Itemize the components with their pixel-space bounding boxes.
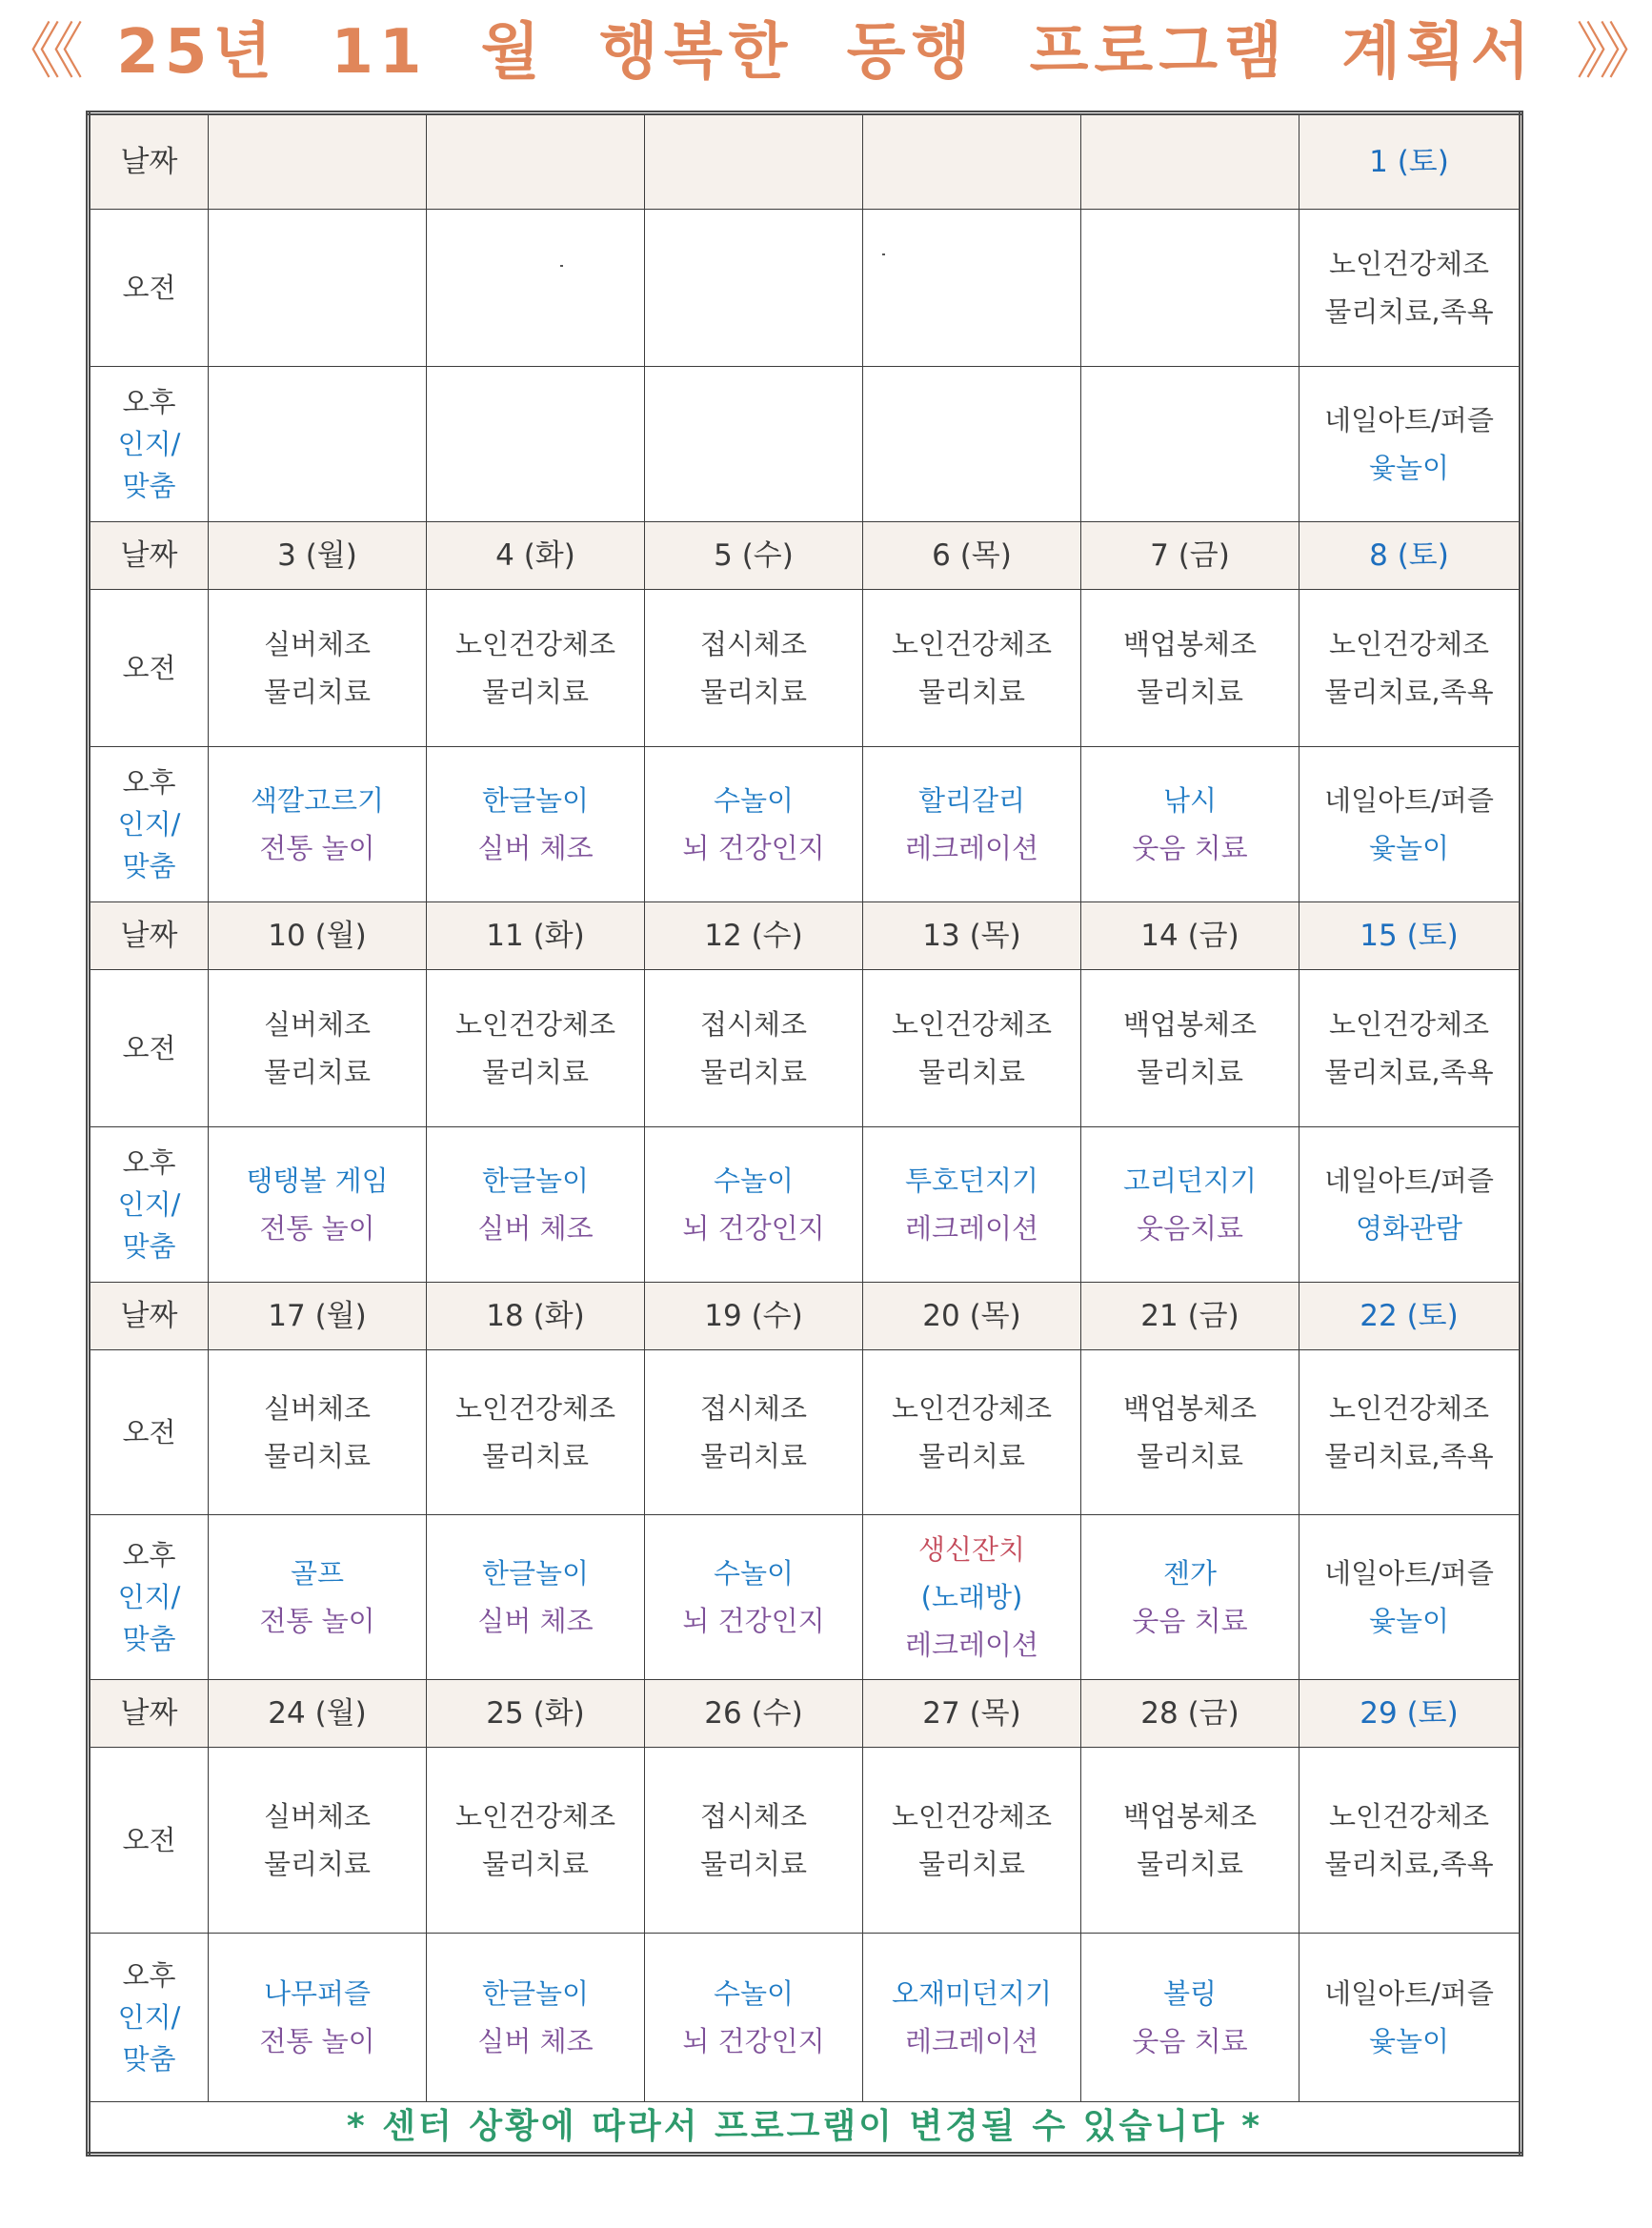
activity-line: 레크레이션 [904,2025,1039,2057]
title-right-bracket: 》》 [1575,17,1652,88]
afternoon-cell-mon [209,1934,427,2102]
morning-cell-thu [863,970,1081,1127]
afternoon-cell-mon [209,367,427,522]
date-cell-fri: 14 (금) [1081,902,1299,970]
activity-line: 색깔고르기 [250,784,385,817]
activity-line: 백업봉체조 [1122,628,1258,660]
afternoon-label [89,1515,209,1680]
afternoon-label-main: 오후 [122,1539,176,1571]
date-cell-sat: 8 (토) [1299,522,1521,590]
activity-line: 실버체조 [263,1392,372,1425]
date-cell-thu: 27 (목) [863,1680,1081,1748]
activity-line: 백업봉체조 [1122,1008,1258,1041]
activity-line: 물리치료,족욕 [1324,1848,1494,1880]
scan-speck [882,253,885,255]
morning-cell-mon [209,210,427,367]
activity-line: 물리치료 [699,676,808,708]
date-cell-thu: 20 (목) [863,1283,1081,1350]
activity-line: 뇌 건강인지 [682,1212,825,1245]
date-row [89,1680,1521,1748]
afternoon-cell-tue [427,367,645,522]
activity-line: 윷놀이 [1368,832,1450,864]
title-word-together: 동행 [846,17,977,88]
activity-line: 물리치료 [917,676,1026,708]
activity-line: 노인건강체조 [1328,1008,1490,1041]
activity-line: 실버체조 [263,1008,372,1041]
program-schedule-table [86,111,1523,2157]
afternoon-label-cognitive: 인지/ [117,808,181,841]
activity-line: 뇌 건강인지 [682,2025,825,2057]
date-row-label: 날짜 [89,113,209,210]
activity-line: 레크레이션 [904,1212,1039,1245]
title-word-plan: 계획서 [1341,17,1536,88]
afternoon-cell-fri [1081,1127,1299,1283]
activity-line: 물리치료 [1136,1440,1244,1472]
date-cell-mon: 17 (월) [209,1283,427,1350]
title-word-happy: 행복한 [598,17,794,88]
date-row [89,113,1521,210]
date-cell-mon: 10 (월) [209,902,427,970]
morning-cell-wed [645,210,863,367]
page-title [0,10,1652,95]
activity-line: 물리치료,족욕 [1324,1440,1494,1472]
activity-line: 물리치료 [481,1848,590,1880]
afternoon-cell-sat [1299,1127,1521,1283]
activity-line: 노인건강체조 [891,628,1053,660]
activity-line: 물리치료,족욕 [1324,295,1494,328]
afternoon-row [89,1515,1521,1680]
activity-line: 전통 놀이 [259,832,375,864]
date-cell-wed: 5 (수) [645,522,863,590]
activity-line: 한글놀이 [481,1165,590,1197]
activity-line: 한글놀이 [481,1977,590,2010]
activity-line: 볼링 [1162,1977,1218,2010]
morning-cell-fri [1081,590,1299,747]
morning-cell-fri [1081,210,1299,367]
activity-line: 물리치료 [699,1848,808,1880]
morning-cell-thu [863,1350,1081,1515]
activity-line: 한글놀이 [481,1557,590,1590]
date-row-label: 날짜 [89,522,209,590]
afternoon-label [89,367,209,522]
activity-line: 노인건강체조 [454,1392,616,1425]
activity-line: 웃음 치료 [1132,1605,1248,1637]
afternoon-cell-mon [209,1515,427,1680]
activity-line: 윷놀이 [1368,1605,1450,1637]
date-cell-fri: 28 (금) [1081,1680,1299,1748]
date-cell-sat: 15 (토) [1299,902,1521,970]
date-cell-tue: 25 (화) [427,1680,645,1748]
activity-line: 접시체조 [699,628,808,660]
afternoon-cell-tue [427,1127,645,1283]
afternoon-cell-thu [863,747,1081,902]
activity-line: 물리치료 [481,1440,590,1472]
morning-row [89,970,1521,1127]
morning-cell-thu [863,210,1081,367]
activity-line: 수놀이 [713,784,795,817]
activity-line: 네일아트/퍼즐 [1324,404,1494,436]
activity-line: 오재미던지기 [891,1977,1053,2010]
date-cell-sat: 22 (토) [1299,1283,1521,1350]
activity-line: 물리치료 [481,1056,590,1088]
activity-line: 노인건강체조 [454,1800,616,1833]
activity-line: 투호던지기 [904,1165,1039,1197]
afternoon-cell-wed [645,1934,863,2102]
morning-cell-sat [1299,970,1521,1127]
schedule-body [89,113,1521,2102]
morning-cell-tue [427,1350,645,1515]
date-cell-wed [645,113,863,210]
activity-line: 윷놀이 [1368,452,1450,484]
activity-line: 전통 놀이 [259,1605,375,1637]
date-row-label: 날짜 [89,902,209,970]
activity-line: 실버체조 [263,628,372,660]
morning-cell-fri [1081,1748,1299,1934]
date-cell-wed: 19 (수) [645,1283,863,1350]
activity-line: 접시체조 [699,1800,808,1833]
afternoon-cell-sat [1299,1934,1521,2102]
activity-line: 물리치료 [917,1056,1026,1088]
date-cell-wed: 12 (수) [645,902,863,970]
date-cell-tue [427,113,645,210]
activity-line: 물리치료 [1136,1056,1244,1088]
afternoon-cell-thu [863,1127,1081,1283]
activity-line: 물리치료,족욕 [1324,676,1494,708]
afternoon-row [89,1127,1521,1283]
activity-line: 한글놀이 [481,784,590,817]
morning-row [89,590,1521,747]
activity-line: 물리치료 [699,1440,808,1472]
activity-line: 노인건강체조 [1328,1392,1490,1425]
scan-speck [560,265,563,267]
activity-line: 실버체조 [263,1800,372,1833]
title-left-bracket: 《《 [0,17,76,88]
afternoon-label [89,747,209,902]
activity-line: 낚시 [1162,784,1218,817]
date-cell-mon: 3 (월) [209,522,427,590]
activity-line: 영화관람 [1355,1212,1463,1245]
date-row [89,1283,1521,1350]
afternoon-row [89,367,1521,522]
activity-line: 노인건강체조 [454,1008,616,1041]
activity-line: 물리치료,족욕 [1324,1056,1494,1088]
activity-line: 골프 [290,1557,345,1590]
morning-cell-mon [209,970,427,1127]
date-cell-sat: 29 (토) [1299,1680,1521,1748]
afternoon-cell-mon [209,747,427,902]
activity-line: 노인건강체조 [891,1392,1053,1425]
activity-line: 웃음치료 [1136,1212,1244,1245]
activity-line: 노인건강체조 [1328,1800,1490,1833]
afternoon-cell-wed [645,367,863,522]
activity-line: 실버 체조 [477,2025,594,2057]
morning-cell-tue [427,590,645,747]
afternoon-label-custom: 맞춤 [122,850,176,882]
activity-line: 물리치료 [917,1440,1026,1472]
afternoon-cell-wed [645,747,863,902]
activity-line: 물리치료 [1136,1848,1244,1880]
activity-line: 할리갈리 [917,784,1026,817]
morning-label: 오전 [89,970,209,1127]
afternoon-label [89,1934,209,2102]
morning-cell-wed [645,1748,863,1934]
morning-cell-mon [209,1350,427,1515]
date-cell-tue: 11 (화) [427,902,645,970]
date-cell-thu: 13 (목) [863,902,1081,970]
date-cell-tue: 4 (화) [427,522,645,590]
title-month-number: 11 [331,17,428,88]
morning-cell-mon [209,590,427,747]
afternoon-cell-tue [427,1934,645,2102]
morning-row [89,1350,1521,1515]
afternoon-cell-tue [427,1515,645,1680]
morning-cell-fri [1081,1350,1299,1515]
morning-cell-sat [1299,210,1521,367]
afternoon-cell-fri [1081,367,1299,522]
activity-line: 노인건강체조 [1328,248,1490,280]
afternoon-cell-thu [863,1515,1081,1680]
morning-cell-mon [209,1748,427,1934]
activity-line: 물리치료 [263,1056,372,1088]
activity-line: 나무퍼즐 [263,1977,372,2010]
activity-line: 레크레이션 [904,1629,1039,1661]
footer-row [89,2102,1521,2155]
date-cell-tue: 18 (화) [427,1283,645,1350]
activity-line: 백업봉체조 [1122,1392,1258,1425]
afternoon-cell-sat [1299,747,1521,902]
morning-label: 오전 [89,210,209,367]
activity-line: 물리치료 [263,1848,372,1880]
morning-cell-wed [645,1350,863,1515]
date-cell-mon [209,113,427,210]
activity-line: 실버 체조 [477,1605,594,1637]
activity-line: (노래방) [920,1581,1023,1613]
afternoon-cell-thu [863,1934,1081,2102]
date-cell-fri: 21 (금) [1081,1283,1299,1350]
activity-line: 물리치료 [917,1848,1026,1880]
title-month-label: 월 [480,17,546,88]
activity-line: 노인건강체조 [891,1800,1053,1833]
afternoon-cell-sat [1299,367,1521,522]
afternoon-cell-fri [1081,1934,1299,2102]
morning-row [89,1748,1521,1934]
activity-line: 전통 놀이 [259,1212,375,1245]
afternoon-label-main: 오후 [122,1146,176,1179]
activity-line: 젠가 [1162,1557,1218,1590]
date-cell-thu: 6 (목) [863,522,1081,590]
activity-line: 윷놀이 [1368,2025,1450,2057]
morning-label: 오전 [89,590,209,747]
afternoon-cell-wed [645,1127,863,1283]
footer-notice: * 센터 상황에 따라서 프로그램이 변경될 수 있습니다 * [89,2102,1521,2155]
title-year: 25년 [116,17,278,88]
activity-line: 노인건강체조 [891,1008,1053,1041]
date-row [89,522,1521,590]
activity-line: 뇌 건강인지 [682,1605,825,1637]
afternoon-label-main: 오후 [122,386,176,418]
activity-line: 접시체조 [699,1008,808,1041]
morning-cell-thu [863,590,1081,747]
activity-line: 탱탱볼 게임 [246,1165,389,1197]
afternoon-label-cognitive: 인지/ [117,1188,181,1221]
activity-line: 실버 체조 [477,832,594,864]
afternoon-cell-tue [427,747,645,902]
morning-cell-wed [645,970,863,1127]
activity-line: 물리치료 [263,676,372,708]
date-row-label: 날짜 [89,1283,209,1350]
activity-line: 물리치료 [699,1056,808,1088]
afternoon-label-cognitive: 인지/ [117,2001,181,2034]
date-cell-sat: 1 (토) [1299,113,1521,210]
activity-line: 수놀이 [713,1557,795,1590]
afternoon-label-custom: 맞춤 [122,1623,176,1655]
activity-line: 웃음 치료 [1132,2025,1248,2057]
activity-line: 네일아트/퍼즐 [1324,784,1494,817]
afternoon-cell-fri [1081,747,1299,902]
activity-line: 고리던지기 [1122,1165,1258,1197]
activity-line: 전통 놀이 [259,2025,375,2057]
activity-line: 네일아트/퍼즐 [1324,1165,1494,1197]
morning-cell-thu [863,1748,1081,1934]
morning-cell-fri [1081,970,1299,1127]
title-word-program: 프로그램 [1029,17,1288,88]
morning-cell-wed [645,590,863,747]
afternoon-label-main: 오후 [122,1959,176,1992]
afternoon-cell-thu [863,367,1081,522]
afternoon-cell-sat [1299,1515,1521,1680]
morning-row [89,210,1521,367]
afternoon-label-cognitive: 인지/ [117,1581,181,1613]
activity-line: 생신잔치 [917,1533,1026,1566]
morning-cell-sat [1299,1350,1521,1515]
date-cell-thu [863,113,1081,210]
activity-line: 노인건강체조 [1328,628,1490,660]
afternoon-cell-fri [1081,1515,1299,1680]
activity-line: 접시체조 [699,1392,808,1425]
date-cell-wed: 26 (수) [645,1680,863,1748]
activity-line: 물리치료 [263,1440,372,1472]
activity-line: 물리치료 [1136,676,1244,708]
activity-line: 백업봉체조 [1122,1800,1258,1833]
activity-line: 네일아트/퍼즐 [1324,1977,1494,2010]
activity-line: 실버 체조 [477,1212,594,1245]
activity-line: 웃음 치료 [1132,832,1248,864]
afternoon-label-cognitive: 인지/ [117,428,181,460]
afternoon-label-custom: 맞춤 [122,1230,176,1263]
morning-cell-sat [1299,1748,1521,1934]
afternoon-row [89,1934,1521,2102]
afternoon-cell-mon [209,1127,427,1283]
morning-cell-tue [427,210,645,367]
morning-cell-tue [427,970,645,1127]
afternoon-label-main: 오후 [122,766,176,799]
activity-line: 뇌 건강인지 [682,832,825,864]
activity-line: 노인건강체조 [454,628,616,660]
date-cell-mon: 24 (월) [209,1680,427,1748]
date-row [89,902,1521,970]
morning-cell-tue [427,1748,645,1934]
date-row-label: 날짜 [89,1680,209,1748]
activity-line: 네일아트/퍼즐 [1324,1557,1494,1590]
afternoon-label [89,1127,209,1283]
activity-line: 수놀이 [713,1165,795,1197]
activity-line: 레크레이션 [904,832,1039,864]
activity-line: 수놀이 [713,1977,795,2010]
date-cell-fri: 7 (금) [1081,522,1299,590]
date-cell-fri [1081,113,1299,210]
morning-label: 오전 [89,1748,209,1934]
afternoon-label-custom: 맞춤 [122,470,176,502]
activity-line: 물리치료 [481,676,590,708]
afternoon-cell-wed [645,1515,863,1680]
morning-label: 오전 [89,1350,209,1515]
morning-cell-sat [1299,590,1521,747]
afternoon-label-custom: 맞춤 [122,2043,176,2076]
afternoon-row [89,747,1521,902]
